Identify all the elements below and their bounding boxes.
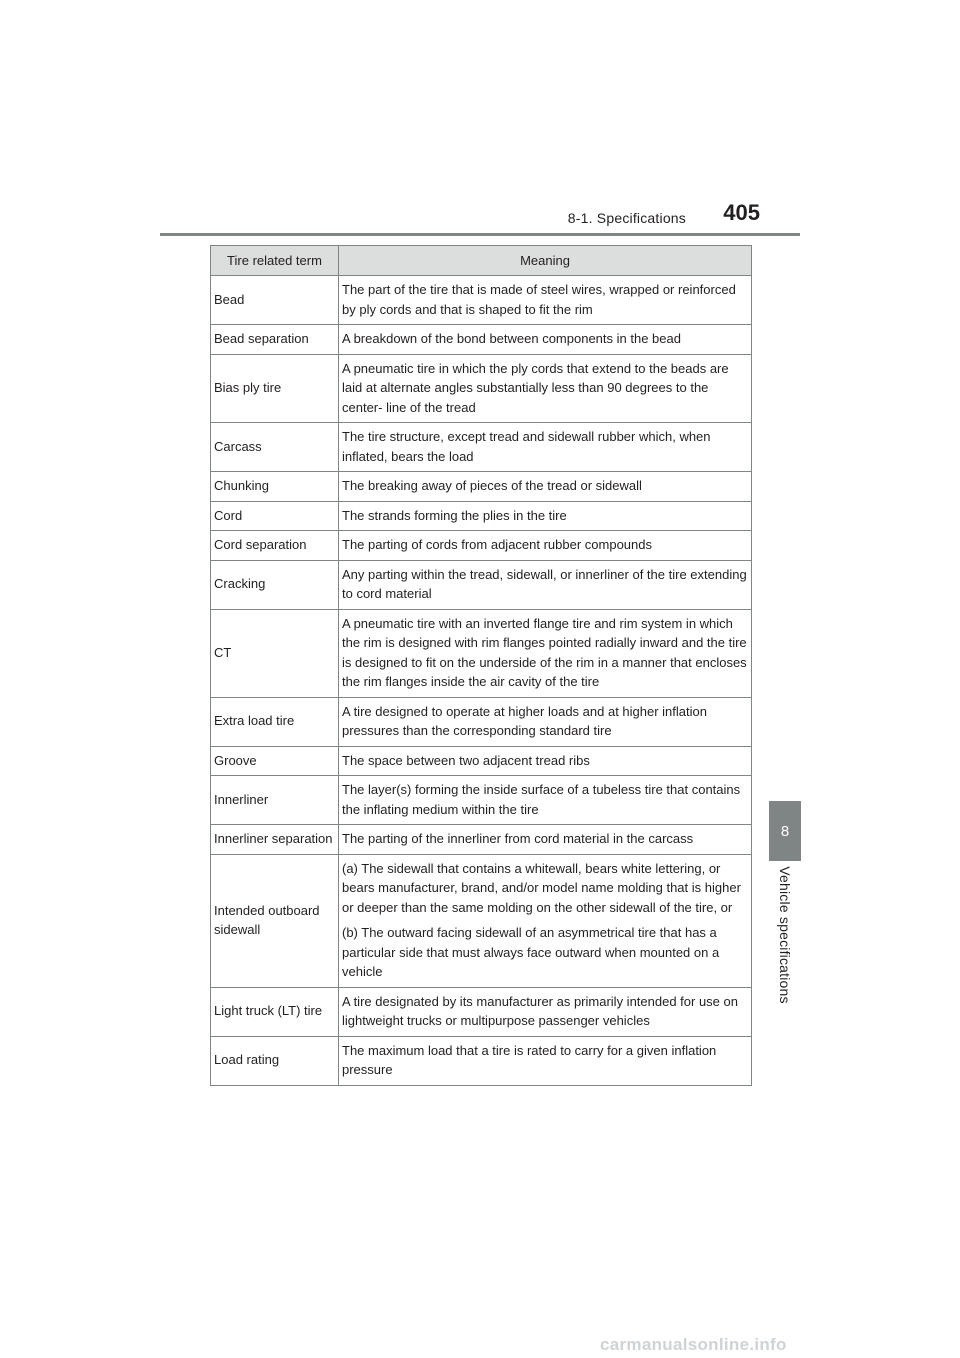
table-row <box>211 423 752 472</box>
meaning-cell <box>339 609 752 697</box>
meaning-paragraph: The layer(s) forming the inside surface of a tubeless tire that contains the inflating medium within the tire <box>342 782 741 817</box>
meaning-cell <box>339 276 752 325</box>
header-rule <box>160 233 800 236</box>
meaning-paragraph: The parting of cords from adjacent rubber compounds <box>342 537 653 552</box>
section-title: 8-1. Specifications <box>567 210 686 226</box>
watermark: carmanualsonline.info <box>600 1335 787 1354</box>
table-row <box>211 825 752 855</box>
meaning-paragraph: The maximum load that a tire is rated to carry for a given inflation pressure <box>342 1042 717 1077</box>
meaning-cell <box>339 531 752 561</box>
tire-terms-table <box>210 245 752 1086</box>
table-row <box>211 354 752 423</box>
page-number: 405 <box>723 200 760 225</box>
meaning-cell <box>339 987 752 1036</box>
meaning-cell <box>339 854 752 987</box>
meaning-cell <box>339 472 752 502</box>
table-row <box>211 609 752 697</box>
table-row <box>211 531 752 561</box>
table-row <box>211 987 752 1036</box>
chapter-tab <box>769 801 801 861</box>
table-row <box>211 854 752 987</box>
meaning-paragraph: The part of the tire that is made of steel wires, wrapped or reinforced by ply cords and that is shaped to fit the rim <box>342 282 736 317</box>
meaning-paragraph: Any parting within the tread, sidewall, or innerliner of the tire extending to cord material <box>342 566 747 601</box>
term-cell: Extra load tire <box>211 697 339 746</box>
meaning-paragraph: (b) The outward facing sidewall of an asymmetrical tire that has a particular side that must always face outward when mounted on a vehicle <box>342 925 720 979</box>
meaning-paragraph: The breaking away of pieces of the tread or sidewall <box>342 478 642 493</box>
term-cell: Intended outboard sidewall <box>211 854 339 987</box>
table-row <box>211 746 752 776</box>
term-cell: Load rating <box>211 1036 339 1085</box>
meaning-cell <box>339 1036 752 1085</box>
term-cell: Bead <box>211 276 339 325</box>
term-cell: CT <box>211 609 339 697</box>
meaning-paragraph: A breakdown of the bond between components in the bead <box>342 331 681 346</box>
term-cell: Chunking <box>211 472 339 502</box>
term-cell: Cord separation <box>211 531 339 561</box>
page-header <box>160 196 800 236</box>
meaning-paragraph: The parting of the innerliner from cord material in the carcass <box>342 831 694 846</box>
meaning-cell <box>339 354 752 423</box>
meaning-cell <box>339 776 752 825</box>
meaning-cell <box>339 697 752 746</box>
meaning-paragraph: A pneumatic tire with an inverted flange tire and rim system in which the rim is designed with rim flanges pointed radially inward and the tire is designed to fit on the underside of the rim in a manner that encloses the rim flanges inside the air cavity of the tire <box>342 615 747 689</box>
meaning-paragraph: The space between two adjacent tread ribs <box>342 752 590 768</box>
term-cell: Cord <box>211 501 339 531</box>
term-cell: Cracking <box>211 560 339 609</box>
table-row <box>211 776 752 825</box>
term-cell: Light truck (LT) tire <box>211 987 339 1036</box>
meaning-paragraph: A pneumatic tire in which the ply cords that extend to the beads are laid at alternate angles substantially less than 90 degrees to the center- line of the tread <box>342 360 729 415</box>
meaning-cell <box>339 501 752 531</box>
meaning-cell <box>339 746 752 776</box>
chapter-number: 8 <box>780 822 790 840</box>
term-cell: Bead separation <box>211 325 339 355</box>
table-row <box>211 560 752 609</box>
chapter-label: Vehicle specifications <box>777 866 793 1004</box>
term-cell: Bias ply tire <box>211 354 339 423</box>
meaning-paragraph: The strands forming the plies in the tire <box>342 507 567 523</box>
table-row <box>211 1036 752 1085</box>
meaning-paragraph: A tire designed to operate at higher loads and at higher inflation pressures than the corresponding standard tire <box>342 703 707 738</box>
meaning-cell <box>339 560 752 609</box>
term-cell: Groove <box>211 746 339 776</box>
table-row <box>211 472 752 502</box>
column-header-meaning: Meaning <box>339 246 752 276</box>
meaning-paragraph: A tire designated by its manufacturer as primarily intended for use on lightweight trucks or multipurpose passenger vehicles <box>342 993 738 1028</box>
term-cell: Innerliner separation <box>211 825 339 855</box>
table-row <box>211 276 752 325</box>
table-header-row <box>211 246 752 276</box>
table-row <box>211 325 752 355</box>
column-header-term: Tire related term <box>211 246 339 276</box>
table-body <box>211 276 752 1086</box>
meaning-cell <box>339 325 752 355</box>
term-cell: Innerliner <box>211 776 339 825</box>
term-cell: Carcass <box>211 423 339 472</box>
meaning-paragraph: (a) The sidewall that contains a whitewall, bears white lettering, or bears manufacturer, brand, and/or model name molding that is higher or deeper than the same molding on the other sidewall of the tire, or <box>342 860 741 915</box>
meaning-cell <box>339 825 752 855</box>
meaning-paragraph: The tire structure, except tread and sidewall rubber which, when inflated, bears the load <box>342 429 711 464</box>
meaning-cell <box>339 423 752 472</box>
table-row <box>211 501 752 531</box>
table-row <box>211 697 752 746</box>
